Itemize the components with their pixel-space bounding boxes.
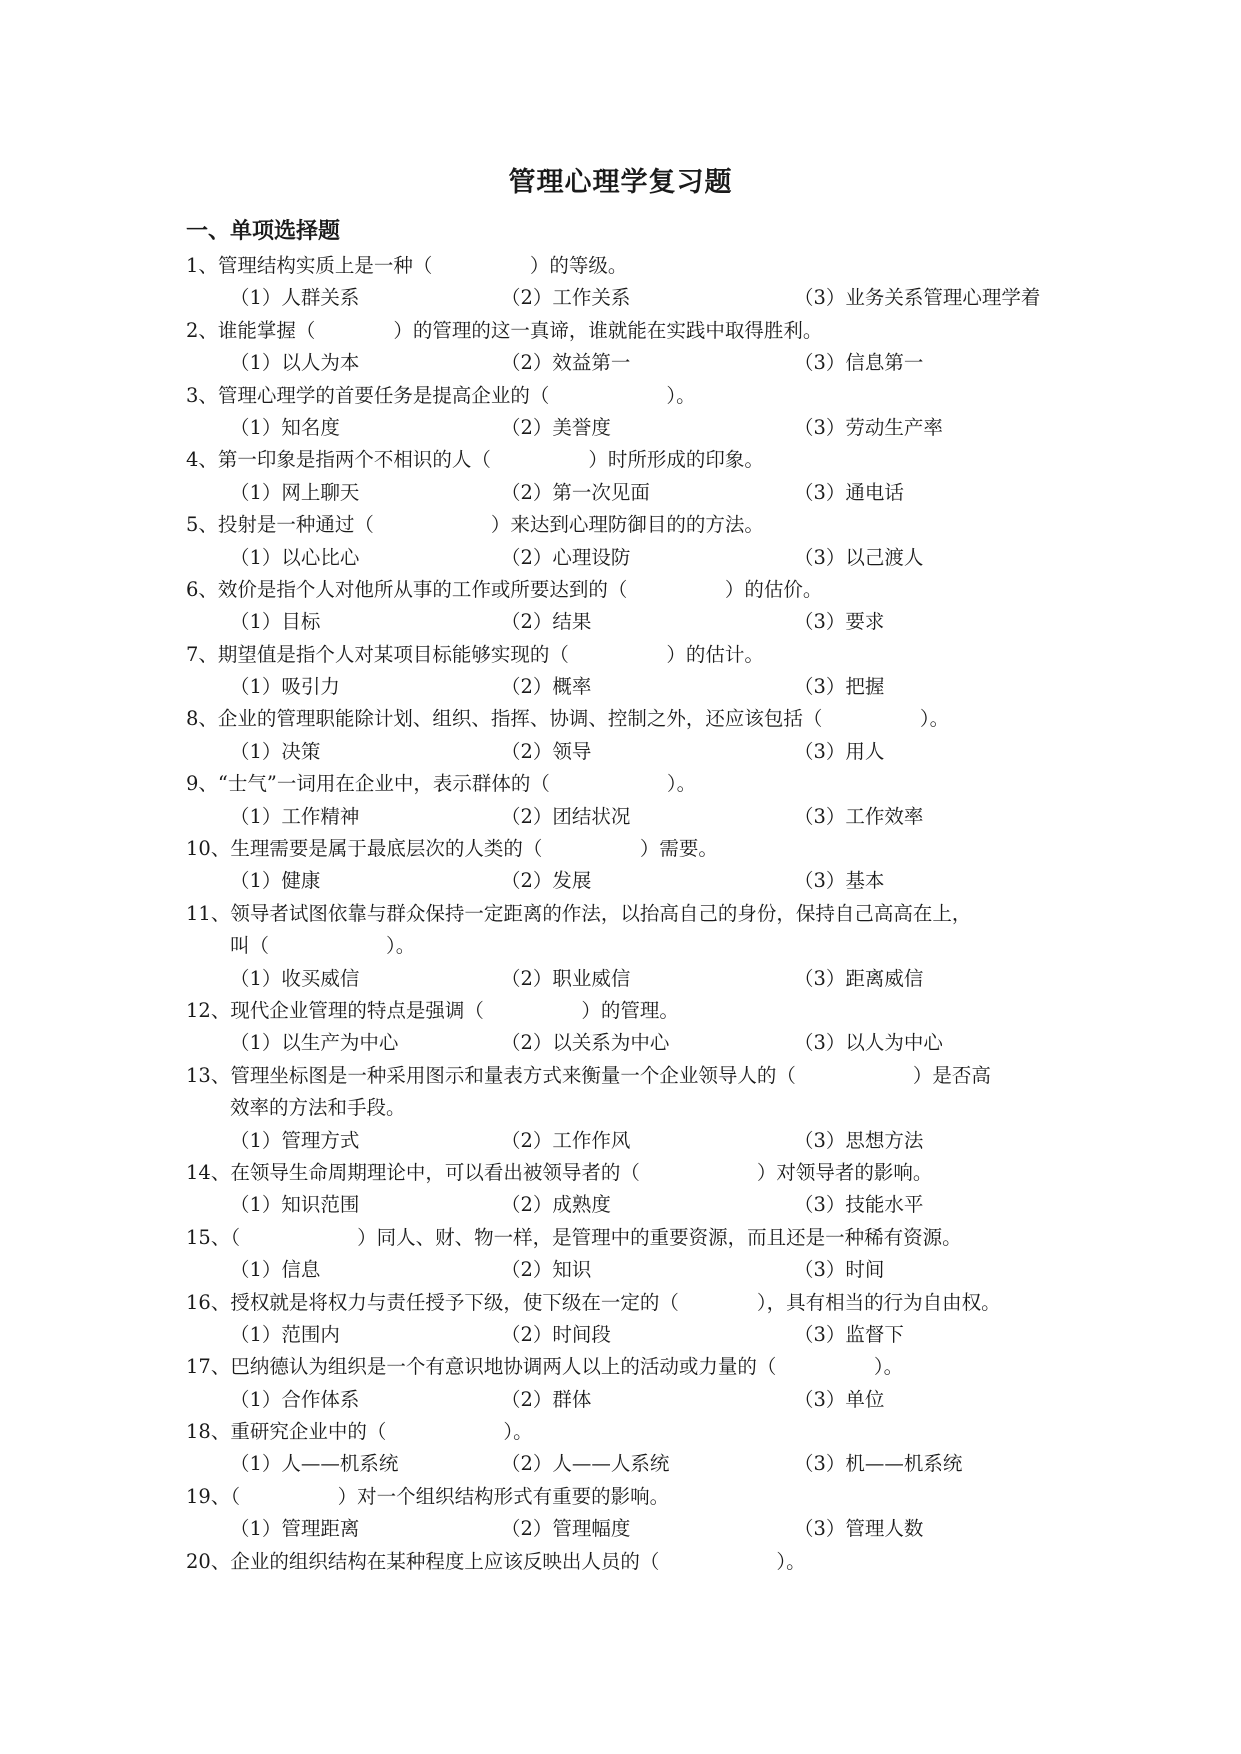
option-3: （3）通电话 — [794, 480, 904, 504]
option-row — [186, 1027, 1086, 1059]
option-1: （1）健康 — [230, 869, 321, 893]
option-3: （3）管理人数 — [794, 1517, 924, 1541]
option-row — [186, 1513, 1086, 1545]
question-text: 19、（ ）对一个组织结构形式有重要的影响。 — [186, 1484, 670, 1508]
question-text-continued: 效率的方法和手段。 — [230, 1096, 406, 1120]
option-3: （3）单位 — [794, 1387, 885, 1411]
option-1: （1）吸引力 — [230, 675, 340, 699]
question-text: 18、重研究企业中的（ ）。 — [186, 1420, 533, 1444]
option-3: （3）监督下 — [794, 1322, 904, 1346]
option-2: （2）团结状况 — [501, 804, 631, 828]
option-2: （2）以关系为中心 — [501, 1031, 670, 1055]
option-row — [186, 736, 1086, 768]
section-heading: 一、单项选择题 — [186, 218, 341, 244]
option-2: （2）心理设防 — [501, 545, 631, 569]
option-row — [186, 963, 1086, 995]
option-2: （2）管理幅度 — [501, 1517, 631, 1541]
option-row — [186, 477, 1086, 509]
question-text: 1、管理结构实质上是一种（ ）的等级。 — [186, 254, 628, 277]
question-text: 3、管理心理学的首要任务是提高企业的（ ）。 — [186, 383, 696, 407]
option-1: （1）范围内 — [230, 1322, 340, 1346]
question-text: 10、生理需要是属于最底层次的人类的（ ）需要。 — [186, 837, 718, 861]
option-1: （1）管理距离 — [230, 1517, 360, 1541]
option-row — [186, 865, 1086, 897]
option-2: （2）工作作风 — [501, 1128, 631, 1152]
option-2: （2）第一次见面 — [501, 480, 650, 504]
option-row — [186, 606, 1086, 638]
option-3: （3）工作效率 — [794, 804, 924, 828]
question-text: 4、第一印象是指两个不相识的人（ ）时所形成的印象。 — [186, 448, 764, 472]
question-text: 6、效价是指个人对他所从事的工作或所要达到的（ ）的估价。 — [186, 577, 823, 601]
option-row — [186, 347, 1086, 379]
option-3: （3）距离威信 — [794, 966, 924, 990]
question-text: 5、投射是一种通过（ ）来达到心理防御目的的方法。 — [186, 513, 764, 537]
question-text: 2、谁能掌握（ ）的管理的这一真谛，谁就能在实践中取得胜利。 — [186, 318, 823, 342]
option-row — [186, 282, 1086, 314]
question-text: 11、领导者试图依靠与群众保持一定距离的作法，以抬高自己的身份，保持自己高高在上， — [186, 901, 972, 925]
document-title: 管理心理学复习题 — [508, 167, 733, 198]
option-row — [186, 1319, 1086, 1351]
option-1: （1）知名度 — [230, 415, 340, 439]
option-row — [186, 671, 1086, 703]
question-text-continued: 叫（ ）。 — [230, 934, 416, 958]
option-row — [186, 1384, 1086, 1416]
option-3: （3）把握 — [794, 675, 885, 699]
option-1: （1）工作精神 — [230, 804, 360, 828]
option-3: （3）时间 — [794, 1258, 885, 1282]
question-text: 16、授权就是将权力与责任授予下级，使下级在一定的（ ），具有相当的行为自由权。 — [186, 1290, 1001, 1314]
question-text: 12、现代企业管理的特点是强调（ ）的管理。 — [186, 998, 679, 1022]
option-2: （2）时间段 — [501, 1322, 611, 1346]
question-text: 17、巴纳德认为组织是一个有意识地协调两人以上的活动或力量的（ ）。 — [186, 1355, 904, 1379]
option-3: （3）以己渡人 — [794, 545, 924, 569]
option-row — [186, 1254, 1086, 1286]
option-row — [186, 1448, 1086, 1480]
option-3: （3）基本 — [794, 869, 885, 893]
option-1: （1）管理方式 — [230, 1128, 360, 1152]
option-2: （2）成熟度 — [501, 1193, 611, 1217]
question-text: 15、（ ）同人、财、物一样，是管理中的重要资源，而且还是一种稀有资源。 — [186, 1225, 962, 1249]
option-1: （1）信息 — [230, 1258, 321, 1282]
option-1: （1）以生产为中心 — [230, 1031, 399, 1055]
option-3: （3）机——机系统 — [794, 1452, 963, 1476]
option-2: （2）工作关系 — [501, 286, 631, 310]
option-1: （1）人——机系统 — [230, 1452, 399, 1476]
option-3: （3）要求 — [794, 610, 885, 634]
option-1: （1）人群关系 — [230, 286, 360, 310]
option-2: （2）美誉度 — [501, 415, 611, 439]
question-text: 9、“士气”一词用在企业中，表示群体的（ ）。 — [186, 772, 697, 796]
option-3: （3）业务关系管理心理学着 — [794, 286, 1041, 310]
option-1: （1）网上聊天 — [230, 480, 360, 504]
option-1: （1）收买威信 — [230, 966, 360, 990]
option-1: （1）合作体系 — [230, 1387, 360, 1411]
option-1: （1）目标 — [230, 610, 321, 634]
option-1: （1）以心比心 — [230, 545, 360, 569]
option-2: （2）知识 — [501, 1258, 592, 1282]
option-2: （2）领导 — [501, 739, 592, 763]
option-2: （2）职业威信 — [501, 966, 631, 990]
question-text: 7、期望值是指个人对某项目标能够实现的（ ）的估计。 — [186, 642, 764, 666]
option-3: （3）以人为中心 — [794, 1031, 943, 1055]
question-text: 14、在领导生命周期理论中，可以看出被领导者的（ ）对领导者的影响。 — [186, 1160, 933, 1184]
option-1: （1）以人为本 — [230, 351, 360, 375]
option-row — [186, 801, 1086, 833]
option-2: （2）结果 — [501, 610, 592, 634]
option-2: （2）人——人系统 — [501, 1452, 670, 1476]
option-2: （2）效益第一 — [501, 351, 631, 375]
option-row — [186, 542, 1086, 574]
question-text: 13、管理坐标图是一种采用图示和量表方式来衡量一个企业领导人的（ ）是否高 — [186, 1063, 991, 1087]
option-1: （1）决策 — [230, 739, 321, 763]
option-row — [186, 1189, 1086, 1221]
question-list — [186, 250, 1086, 1578]
question-text: 20、企业的组织结构在某种程度上应该反映出人员的（ ）。 — [186, 1549, 806, 1573]
option-1: （1）知识范围 — [230, 1193, 360, 1217]
option-3: （3）思想方法 — [794, 1128, 924, 1152]
option-row — [186, 1125, 1086, 1157]
option-row — [186, 412, 1086, 444]
option-3: （3）劳动生产率 — [794, 415, 943, 439]
option-2: （2）发展 — [501, 869, 592, 893]
option-3: （3）技能水平 — [794, 1193, 924, 1217]
option-3: （3）用人 — [794, 739, 885, 763]
question-text: 8、企业的管理职能除计划、组织、指挥、协调、控制之外，还应该包括（ ）。 — [186, 707, 950, 731]
option-2: （2）概率 — [501, 675, 592, 699]
option-2: （2）群体 — [501, 1387, 592, 1411]
option-3: （3）信息第一 — [794, 351, 924, 375]
